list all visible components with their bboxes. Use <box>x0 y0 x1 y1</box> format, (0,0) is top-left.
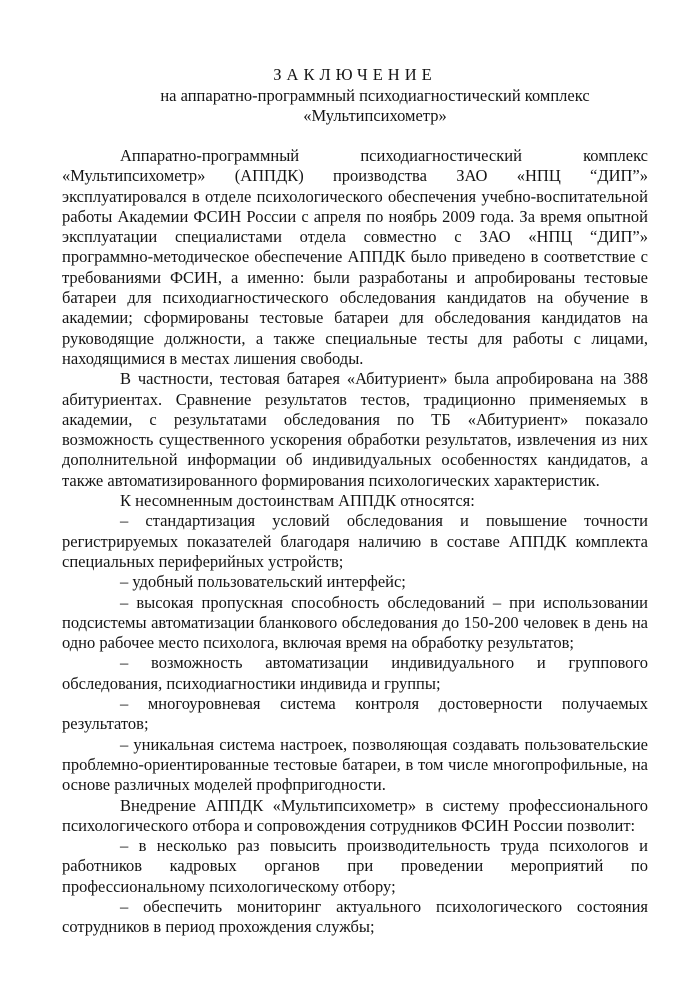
list-item: – удобный пользовательский интерфейс; <box>120 572 406 592</box>
document-subtitle-line-2: «Мультипсихометр» <box>303 106 447 125</box>
paragraph: Аппаратно-программный психодиагностический комплекс «Мультипсихометр» (АППДК) производства ЗАО «НПЦ “ДИП”» эксплуатировался в отделе психологического обеспечения учебно-воспитательной работы Академии ФСИН России с апреля по ноябрь 2009 года. За время опытной эксплуатации специалистами отдела совместно с ЗАО «НПЦ “ДИП”» программно-методическое обеспечение АППДК было приведено в соответствие с требованиями ФСИН, а именно: были разработаны и апробированы тестовые батареи для психодиагностического обследования кандидатов на обучение в академии; сформированы тестовые батареи для обследования кандидатов на руководящие должности, а также специальные тесты для работы с лицами, находящимися в местах лишения свободы. <box>62 146 648 368</box>
list-item: – высокая пропускная способность обследований – при использовании подсистемы автоматизации бланкового обследования до 150-200 человек в день на одно рабочее место психолога, включая время на обработку результатов; <box>62 592 648 653</box>
document-title: ЗАКЛЮЧЕНИЕ <box>273 65 437 84</box>
paragraph: К несомненным достоинствам АППДК относятся: <box>120 491 475 511</box>
list-item: – уникальная система настроек, позволяющая создавать пользовательские проблемно-ориентированные тестовые батареи, в том числе многопрофильные, на основе различных моделей профпригодности. <box>62 734 648 795</box>
paragraph: В частности, тестовая батарея «Абитуриент» была апробирована на 388 абитуриентах. Сравнение результатов тестов, традиционно применяемых в академии, с результатами обследования по ТБ «Абитуриент» показало возможность существенного ускорения обработки результатов, извлечения из них дополнительной информации об индивидуальных особенностях кандидатов, а также автоматизированного формирования психологических характеристик. <box>62 369 648 490</box>
list-item: – многоуровневая система контроля достоверности получаемых результатов; <box>62 694 648 734</box>
list-item: – стандартизация условий обследования и повышение точности регистрируемых показателей благодаря наличию в составе АППДК комплекта специальных периферийных устройств; <box>62 511 648 571</box>
list-item: – обеспечить мониторинг актуального психологического состояния сотрудников в период прохождения службы; <box>62 896 648 937</box>
document-subtitle-line-1: на аппаратно-программный психодиагностический комплекс <box>160 86 590 105</box>
paragraph: Внедрение АППДК «Мультипсихометр» в систему профессионального психологического отбора и сопровождения сотрудников ФСИН России позволит: <box>62 795 648 835</box>
list-item: – в несколько раз повысить производительность труда психологов и работников кадровых органов при проведении мероприятий по профессиональному психологическому отбору; <box>62 836 648 896</box>
list-item: – возможность автоматизации индивидуального и группового обследования, психодиагностики индивида и группы; <box>62 653 648 693</box>
document-body <box>62 146 648 938</box>
